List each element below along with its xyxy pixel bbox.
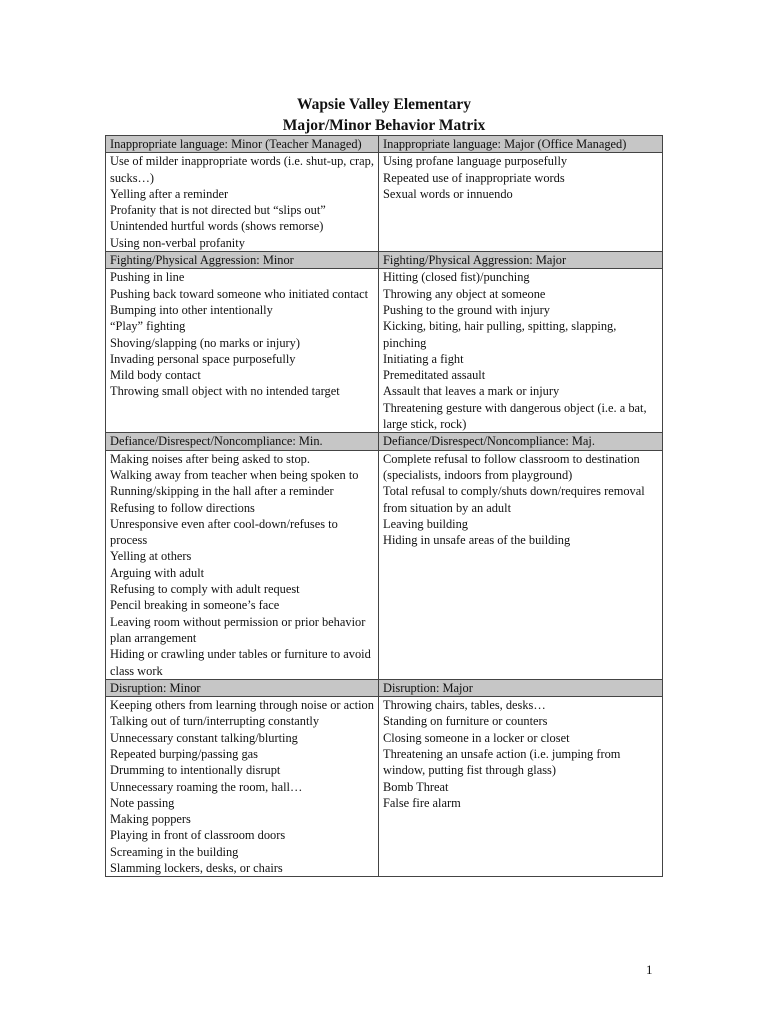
minor-items-cell [106,697,379,877]
minor-behavior-item: Unintended hurtful words (shows remorse) [110,219,324,234]
minor-behavior-item: Invading personal space purposefully [110,351,296,366]
major-header-cell [379,433,663,450]
major-behavior-item: Kicking, biting, hair pulling, spitting, slapping, pinching [383,319,617,350]
minor-behavior-item: Talking out of turn/interrupting constantly [110,714,320,729]
major-behavior-item: Total refusal to comply/shuts down/requires removal from situation by an adult [383,484,645,515]
major-behavior-item: Leaving building [383,516,468,531]
major-header-label: Defiance/Disrespect/Noncompliance: Maj. [383,434,595,449]
major-behavior-item: Assault that leaves a mark or injury [383,384,560,399]
section-header-row [106,679,663,696]
major-items-cell [379,269,663,433]
minor-behavior-item: Arguing with adult [110,565,205,580]
major-header-label: Inappropriate language: Major (Office Managed) [383,137,627,151]
minor-behavior-item: Making poppers [110,812,191,827]
major-behavior-item: Complete refusal to follow classroom to destination (specialists, indoors from playground) [383,451,640,482]
school-name: Wapsie Valley Elementary [297,96,471,113]
minor-behavior-item: Yelling at others [110,549,192,564]
major-behavior-item: Throwing any object at someone [383,286,546,301]
minor-behavior-item: Note passing [110,795,175,810]
minor-behavior-item: Pencil breaking in someone’s face [110,598,280,613]
minor-header-cell [106,136,379,153]
section-body-row [106,153,663,252]
major-behavior-item: Threatening an unsafe action (i.e. jumping from window, putting fist through glass) [383,746,621,778]
section-body-row [106,697,663,877]
minor-behavior-item: Walking away from teacher when being spoken to [110,467,359,482]
minor-header-cell [106,252,379,269]
major-behavior-item: Pushing to the ground with injury [383,302,550,317]
minor-behavior-item: Profanity that is not directed but “slips out” [110,203,326,218]
minor-behavior-item: Pushing back toward someone who initiated contact [110,286,369,301]
major-items-cell [379,153,663,252]
minor-behavior-item: Unresponsive even after cool-down/refuses to process [110,516,338,548]
minor-behavior-item: Bumping into other intentionally [110,302,273,317]
major-behavior-item: Premeditated assault [383,368,486,383]
section-header-row [106,136,663,153]
minor-header-label: Defiance/Disrespect/Noncompliance: Min. [110,434,323,449]
minor-behavior-item: Keeping others from learning through noise or action [110,698,374,713]
minor-behavior-item: Playing in front of classroom doors [110,828,286,843]
major-behavior-item: Using profane language purposefully [383,154,568,169]
minor-behavior-item: Drumming to intentionally disrupt [110,763,281,778]
major-behavior-item: Initiating a fight [383,351,464,366]
major-items-cell [379,697,663,877]
section-body-row [106,450,663,679]
minor-header-label: Disruption: Minor [110,680,201,695]
major-behavior-item: Repeated use of inappropriate words [383,170,565,185]
minor-header-cell [106,433,379,450]
minor-behavior-item: Refusing to follow directions [110,500,255,515]
minor-behavior-item: Throwing small object with no intended target [110,384,340,399]
minor-items-cell [106,153,379,252]
minor-behavior-item: Screaming in the building [110,844,239,859]
major-behavior-item: Closing someone in a locker or closet [383,730,570,745]
minor-items-cell [106,269,379,433]
minor-behavior-item: Refusing to comply with adult request [110,582,300,597]
minor-behavior-item: Hiding or crawling under tables or furniture to avoid class work [110,647,371,678]
minor-behavior-item: Repeated burping/passing gas [110,746,258,761]
major-header-cell [379,252,663,269]
major-items-cell [379,450,663,679]
major-behavior-item: Throwing chairs, tables, desks… [383,698,546,713]
minor-header-label: Inappropriate language: Minor (Teacher Managed) [110,137,362,151]
minor-behavior-item: Pushing in line [110,270,185,285]
major-behavior-item: Hiding in unsafe areas of the building [383,533,571,548]
minor-behavior-item: Using non-verbal profanity [110,235,245,250]
major-behavior-item: Threatening gesture with dangerous object (i.e. a bat, large stick, rock) [383,400,647,432]
minor-behavior-item: Making noises after being asked to stop. [110,451,310,466]
major-behavior-item: Sexual words or innuendo [383,186,513,201]
major-header-cell [379,679,663,696]
section-header-row [106,433,663,450]
minor-behavior-item: Shoving/slapping (no marks or injury) [110,335,300,350]
minor-behavior-item: Running/skipping in the hall after a reminder [110,484,334,499]
matrix-body [106,136,663,877]
minor-items-cell [106,450,379,679]
major-header-label: Fighting/Physical Aggression: Major [383,253,567,268]
minor-behavior-item: Unnecessary constant talking/blurting [110,730,298,745]
major-behavior-item: False fire alarm [383,795,461,810]
minor-behavior-item: Unnecessary roaming the room, hall… [110,779,303,794]
minor-header-label: Fighting/Physical Aggression: Minor [110,253,294,268]
minor-behavior-item: Leaving room without permission or prior behavior plan arrangement [110,614,366,645]
section-header-row [106,252,663,269]
minor-behavior-item: Mild body contact [110,368,201,383]
minor-header-cell [106,679,379,696]
major-behavior-item: Bomb Threat [383,779,449,794]
page-title: Major/Minor Behavior Matrix [282,117,486,134]
major-header-label: Disruption: Major [383,680,473,695]
behavior-matrix-table [105,135,663,877]
section-body-row [106,269,663,433]
minor-behavior-item: Use of milder inappropriate words (i.e. shut-up, crap, sucks…) [110,154,374,185]
page-number: 1 [646,962,653,977]
major-behavior-item: Standing on furniture or counters [383,714,548,729]
minor-behavior-item: Slamming lockers, desks, or chairs [110,861,283,876]
major-behavior-item: Hitting (closed fist)/punching [383,270,530,285]
minor-behavior-item: Yelling after a reminder [110,186,229,201]
minor-behavior-item: “Play” fighting [110,319,186,334]
major-header-cell [379,136,663,153]
